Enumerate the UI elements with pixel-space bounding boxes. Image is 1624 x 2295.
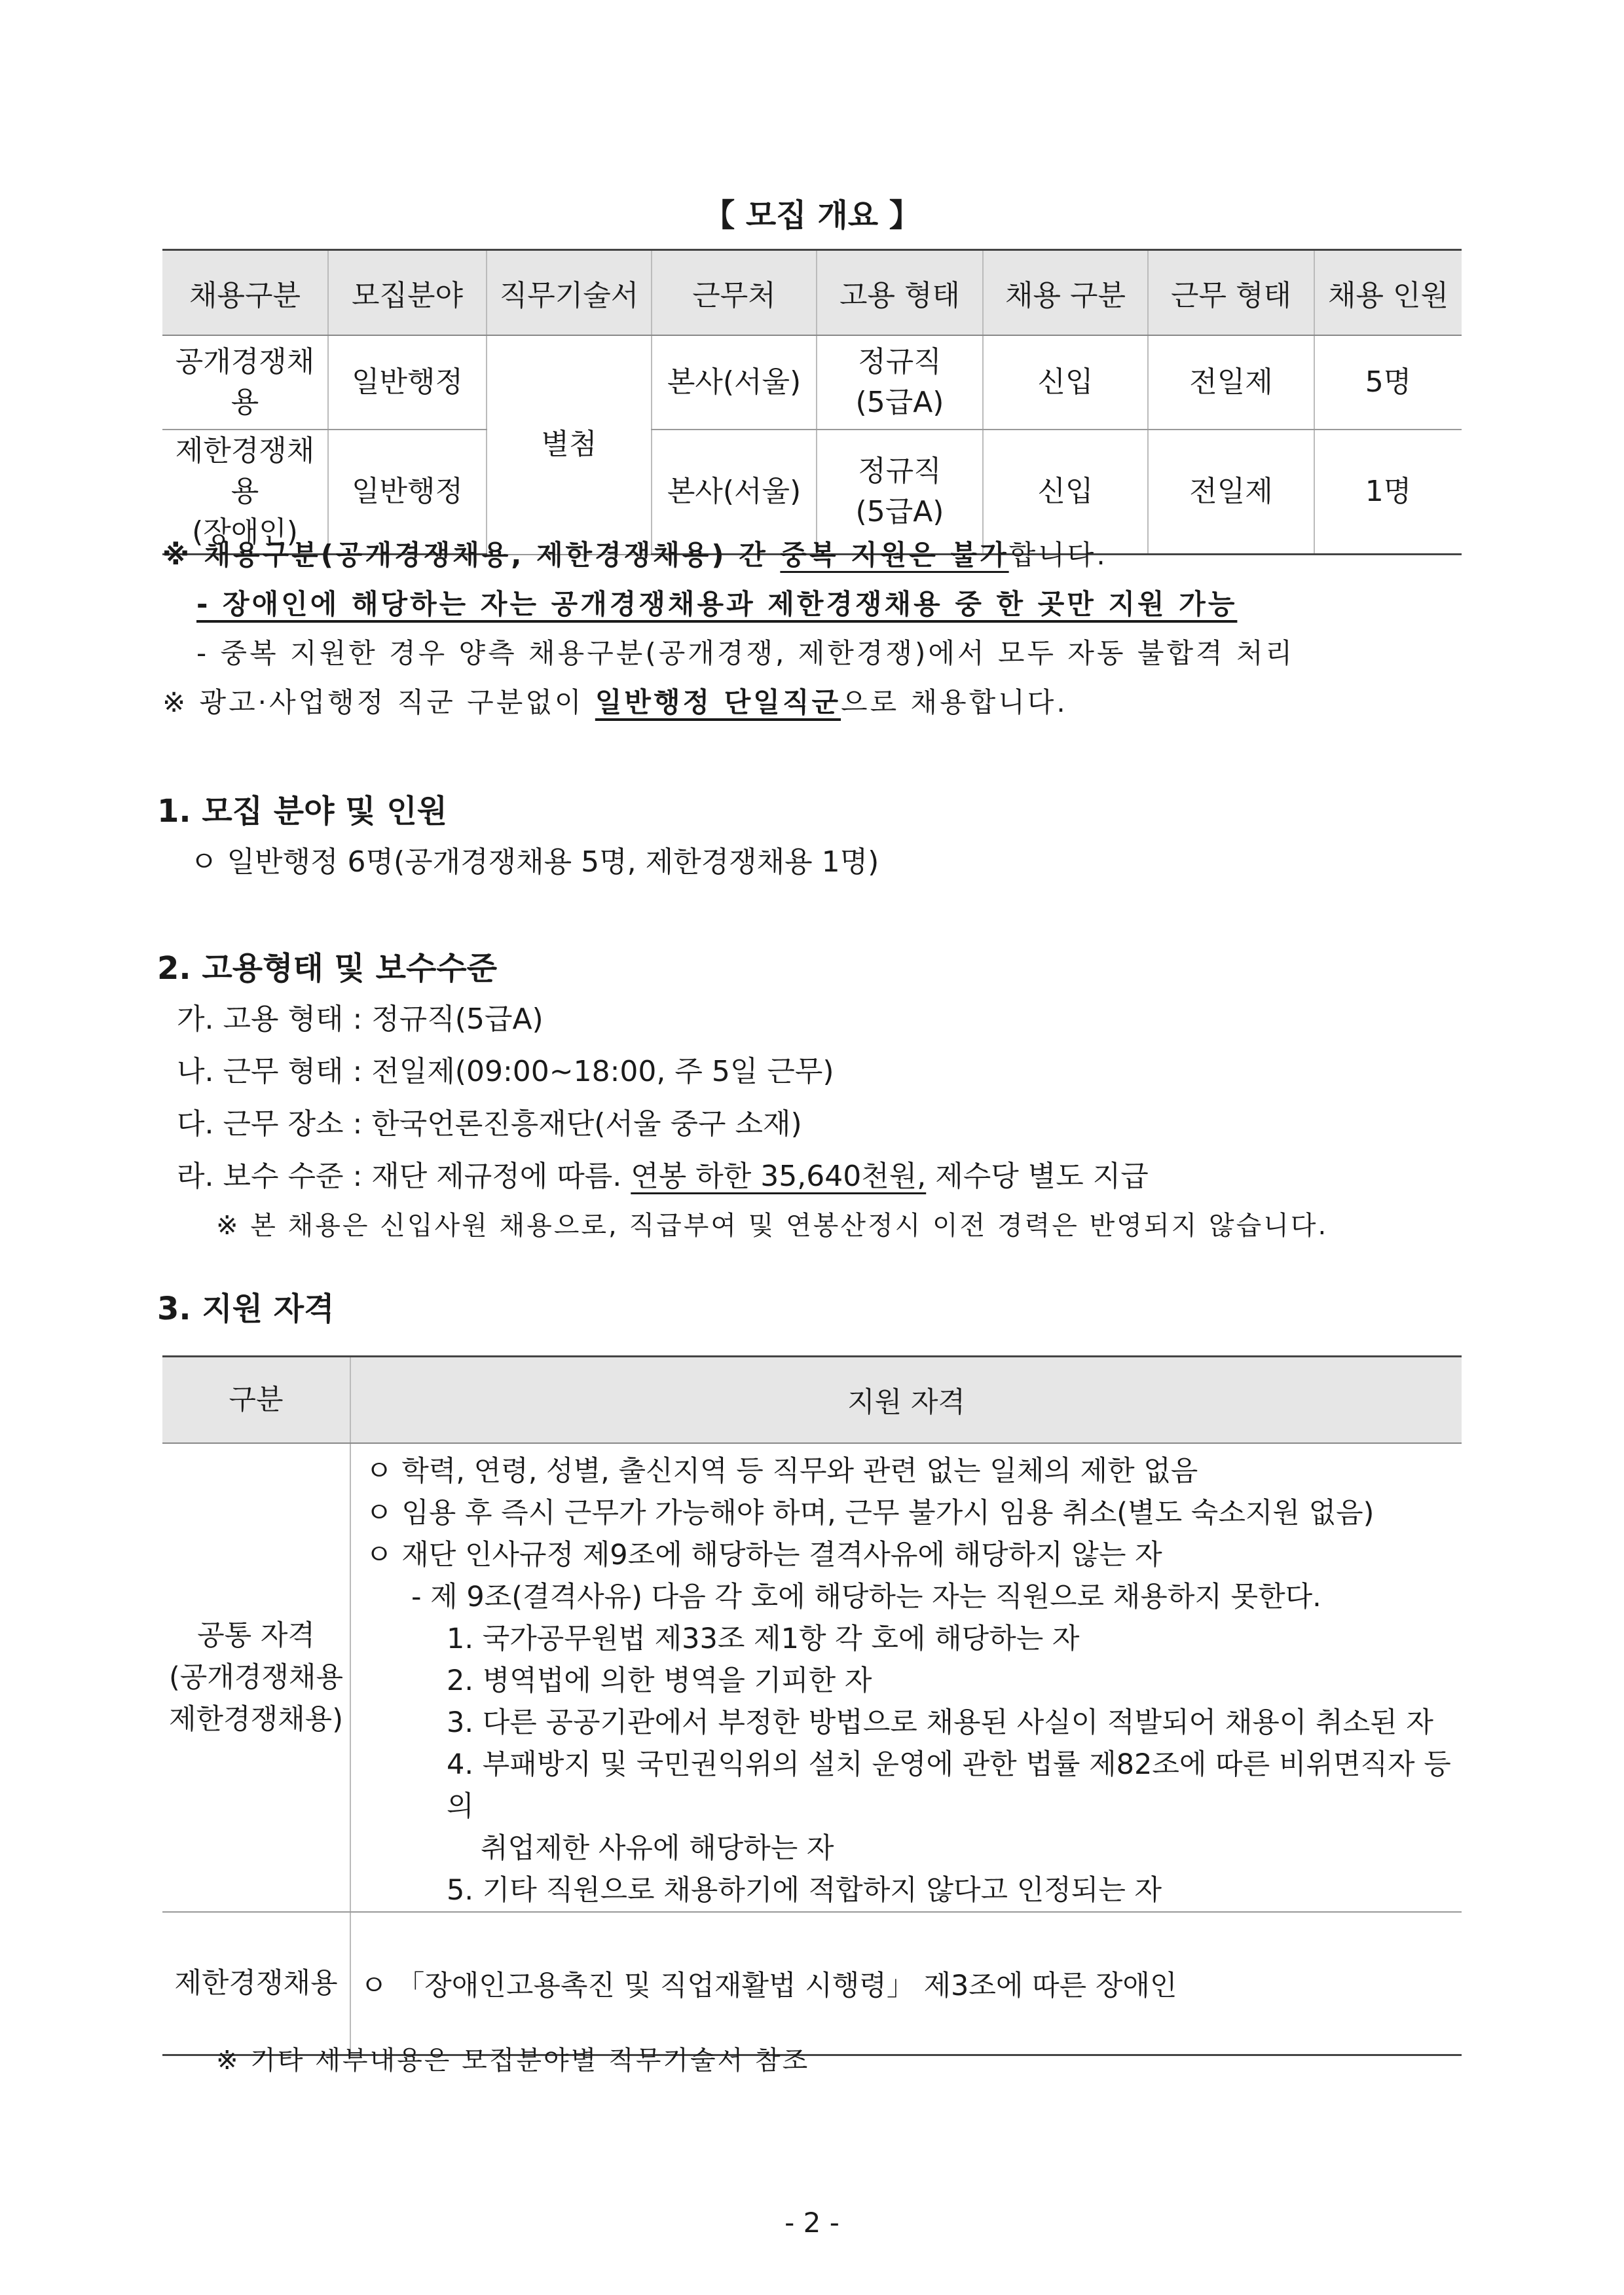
list-item: 4. 부패방지 및 국민권익위의 설치 운영에 관한 법률 제82조에 따른 비위면직자 등의 — [447, 1748, 1451, 1823]
hire-category: 신입 — [983, 335, 1148, 430]
salary-line: 라. 보수 수준 : 재단 제규정에 따름. 연봉 하한 35,640천원, 제수당 별도 지급 — [177, 1160, 1149, 1193]
restricted-qualification-body: ㅇ 「장애인고용촉진 및 직업재활법 시행령」 제3조에 따른 장애인 — [350, 1912, 1462, 2055]
list-item: 2. 병역법에 의한 병역을 기피한 자 — [447, 1664, 872, 1697]
list-item: 5. 기타 직원으로 채용하기에 적합하지 않다고 인정되는 자 — [447, 1874, 1162, 1907]
recruitment-summary-table — [162, 249, 1462, 555]
note-duplicate-application: ※ 채용구분(공개경쟁채용, 제한경쟁채용) 간 중복 지원은 불가합니다. — [162, 539, 1108, 571]
page-number: - 2 - — [784, 2207, 840, 2239]
column-header: 직무기술서 — [487, 250, 652, 336]
section-heading: 3. 지원 자격 — [157, 1291, 335, 1327]
column-header: 채용 인원 — [1314, 250, 1462, 336]
column-header: 채용 구분 — [983, 250, 1148, 336]
restricted-qualification-label: 제한경쟁채용 — [162, 1912, 350, 2055]
employment-type-line: 가. 고용 형태 : 정규직(5급A) — [177, 1002, 544, 1036]
list-item: 1. 국가공무원법 제33조 제1항 각 호에 해당하는 자 — [447, 1623, 1080, 1655]
section-heading: 1. 모집 분야 및 인원 — [157, 793, 448, 830]
column-header: 지원 자격 — [350, 1357, 1462, 1444]
note-auto-fail: - 중복 지원한 경우 양측 채용구분(공개경쟁, 제한경쟁)에서 모두 자동 불합격 처리 — [196, 637, 1295, 669]
section-heading: 2. 고용형태 및 보수수준 — [157, 950, 498, 987]
work-location: 본사(서울) — [652, 335, 817, 430]
column-header: 구분 — [162, 1357, 350, 1444]
qualification-table — [162, 1355, 1462, 2056]
list-item: ㅇ 재단 인사규정 제9조에 해당하는 결격사유에 해당하지 않는 자 — [365, 1539, 1162, 1571]
common-qualification-label: 공통 자격 (공개경쟁채용 제한경쟁채용) — [162, 1443, 350, 1912]
hire-category: 신입 — [983, 430, 1148, 555]
column-header: 근무처 — [652, 250, 817, 336]
table-row — [162, 1912, 1462, 2055]
work-form: 전일제 — [1148, 335, 1314, 430]
hire-count: 1명 — [1314, 430, 1462, 555]
recruit-field: 일반행정 — [328, 430, 487, 555]
note-single-job-group: ※ 광고·사업행정 직군 구분없이 일반행정 단일직군으로 채용합니다. — [162, 686, 1068, 718]
work-form: 전일제 — [1148, 430, 1314, 555]
employment-type: 정규직 (5급A) — [817, 430, 983, 555]
career-note: ※ 본 채용은 신입사원 채용으로, 직급부여 및 연봉산정시 이전 경력은 반영되지 않습니다. — [216, 1211, 1329, 1241]
column-header: 고용 형태 — [817, 250, 983, 336]
column-header: 근무 형태 — [1148, 250, 1314, 336]
recruit-type: 제한경쟁채용 (장애인) — [162, 430, 328, 555]
recruit-field: 일반행정 — [328, 335, 487, 430]
job-description-cell: 별첨 — [487, 335, 652, 555]
recruit-type: 공개경쟁채용 — [162, 335, 328, 430]
table-header-row — [162, 1357, 1462, 1444]
list-item: - 제 9조(결격사유) 다음 각 호에 해당하는 자는 직원으로 채용하지 못한다. — [411, 1581, 1321, 1613]
list-item: 3. 다른 공공기관에서 부정한 방법으로 채용된 사실이 적발되어 채용이 취소된 자 — [447, 1706, 1433, 1739]
list-item: 취업제한 사유에 해당하는 자 — [481, 1832, 834, 1865]
work-location-line: 다. 근무 장소 : 한국언론진흥재단(서울 중구 소재) — [177, 1107, 802, 1141]
note-disabled-applicants: - 장애인에 해당하는 자는 공개경쟁채용과 제한경쟁채용 중 한 곳만 지원 가능 — [196, 588, 1238, 620]
work-form-line: 나. 근무 형태 : 전일제(09:00~18:00, 주 5일 근무) — [177, 1055, 834, 1088]
list-item: ㅇ 학력, 연령, 성별, 출신지역 등 직무와 관련 없는 일체의 제한 없음 — [365, 1455, 1198, 1488]
table-row — [162, 335, 1462, 430]
section-line: ㅇ 일반행정 6명(공개경쟁채용 5명, 제한경쟁채용 1명) — [190, 845, 879, 879]
list-item: ㅇ 임용 후 즉시 근무가 가능해야 하며, 근무 불가시 임용 취소(별도 숙소지원 없음) — [365, 1497, 1375, 1530]
column-header: 모집분야 — [328, 250, 487, 336]
work-location: 본사(서울) — [652, 430, 817, 555]
page-title: 【 모집 개요 】 — [703, 197, 921, 234]
column-header: 채용구분 — [162, 250, 328, 336]
footnote: ※ 기타 세부내용은 모집분야별 직무기술서 참조 — [216, 2046, 810, 2076]
employment-type: 정규직 (5급A) — [817, 335, 983, 430]
hire-count: 5명 — [1314, 335, 1462, 430]
table-header-row — [162, 250, 1462, 336]
table-row — [162, 1443, 1462, 1912]
common-qualification-body — [350, 1443, 1462, 1912]
